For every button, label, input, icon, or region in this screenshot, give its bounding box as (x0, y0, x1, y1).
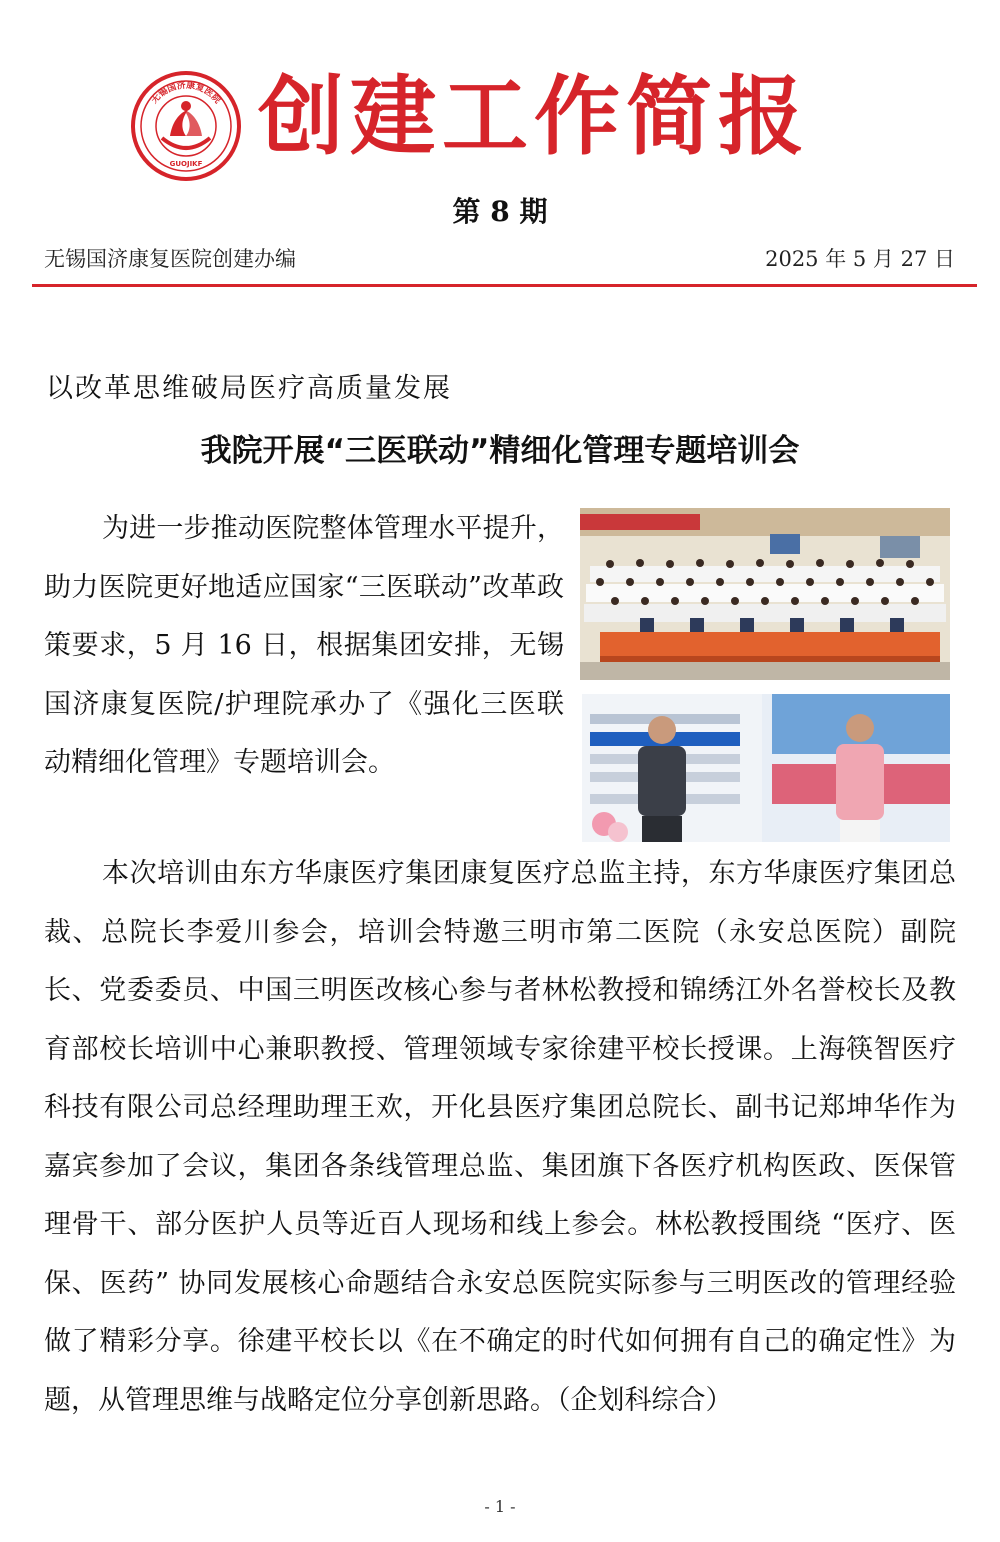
article-body-paragraph: 本次培训由东方华康医疗集团康复医疗总监主持，东方华康医疗集团总裁、总院长李爱川参会，培训会特邀三明市第二医院（永安总医院）副院长、党委委员、中国三明医改核心参与者林松教授和锦绣江外名誉校长及教育部校长培训中心兼职教授、管理领域专家徐建平校长授课。上海筷智医疗科技有限公司总经理助理王欢，开化县医疗集团总院长、副书记郑坤华作为嘉宾参加了会议，集团各条线管理总监、集团旗下各医疗机构医政、医保管理骨干、部分医护人员等近百人现场和线上参会。林松教授围绕 “医疗、医保、医药” 协同发展核心命题结合永安总医院实际参与三明医改的管理经验做了精彩分享。徐建平校长以《在不确定的时代如何拥有自己的确定性》为题，从管理思维与战略定位分享创新思路。（企划科综合） (44, 858, 956, 1416)
masthead-divider (32, 284, 977, 287)
article-intro-paragraph: 为进一步推动医院整体管理水平提升，助力医院更好地适应国家“三医联动”改革政策要求，5 月 16 日，根据集团安排，无锡国济康复医院/护理院承办了《强化三医联动精细化管理》专题培训会。 (44, 513, 564, 778)
publish-date: 2025 年 5 月 27 日 (765, 247, 955, 271)
speakers-photo (582, 694, 950, 842)
page-number: - 1 - (484, 1497, 516, 1516)
logo-name-text: 无锡国济康复医院 (149, 80, 223, 106)
issue-number: 第 8 期 (452, 195, 548, 228)
editor-line: 无锡国济康复医院创建办编 (44, 247, 296, 271)
hospital-logo (130, 70, 242, 182)
newsletter-title: 创建工作简报 (258, 66, 810, 167)
article-subtitle: 以改革思维破局医疗高质量发展 (46, 373, 452, 404)
group-photo (580, 508, 950, 680)
article-headline: 我院开展“三医联动”精细化管理专题培训会 (200, 433, 800, 469)
logo-subtext: GUOJIKF (169, 160, 203, 168)
